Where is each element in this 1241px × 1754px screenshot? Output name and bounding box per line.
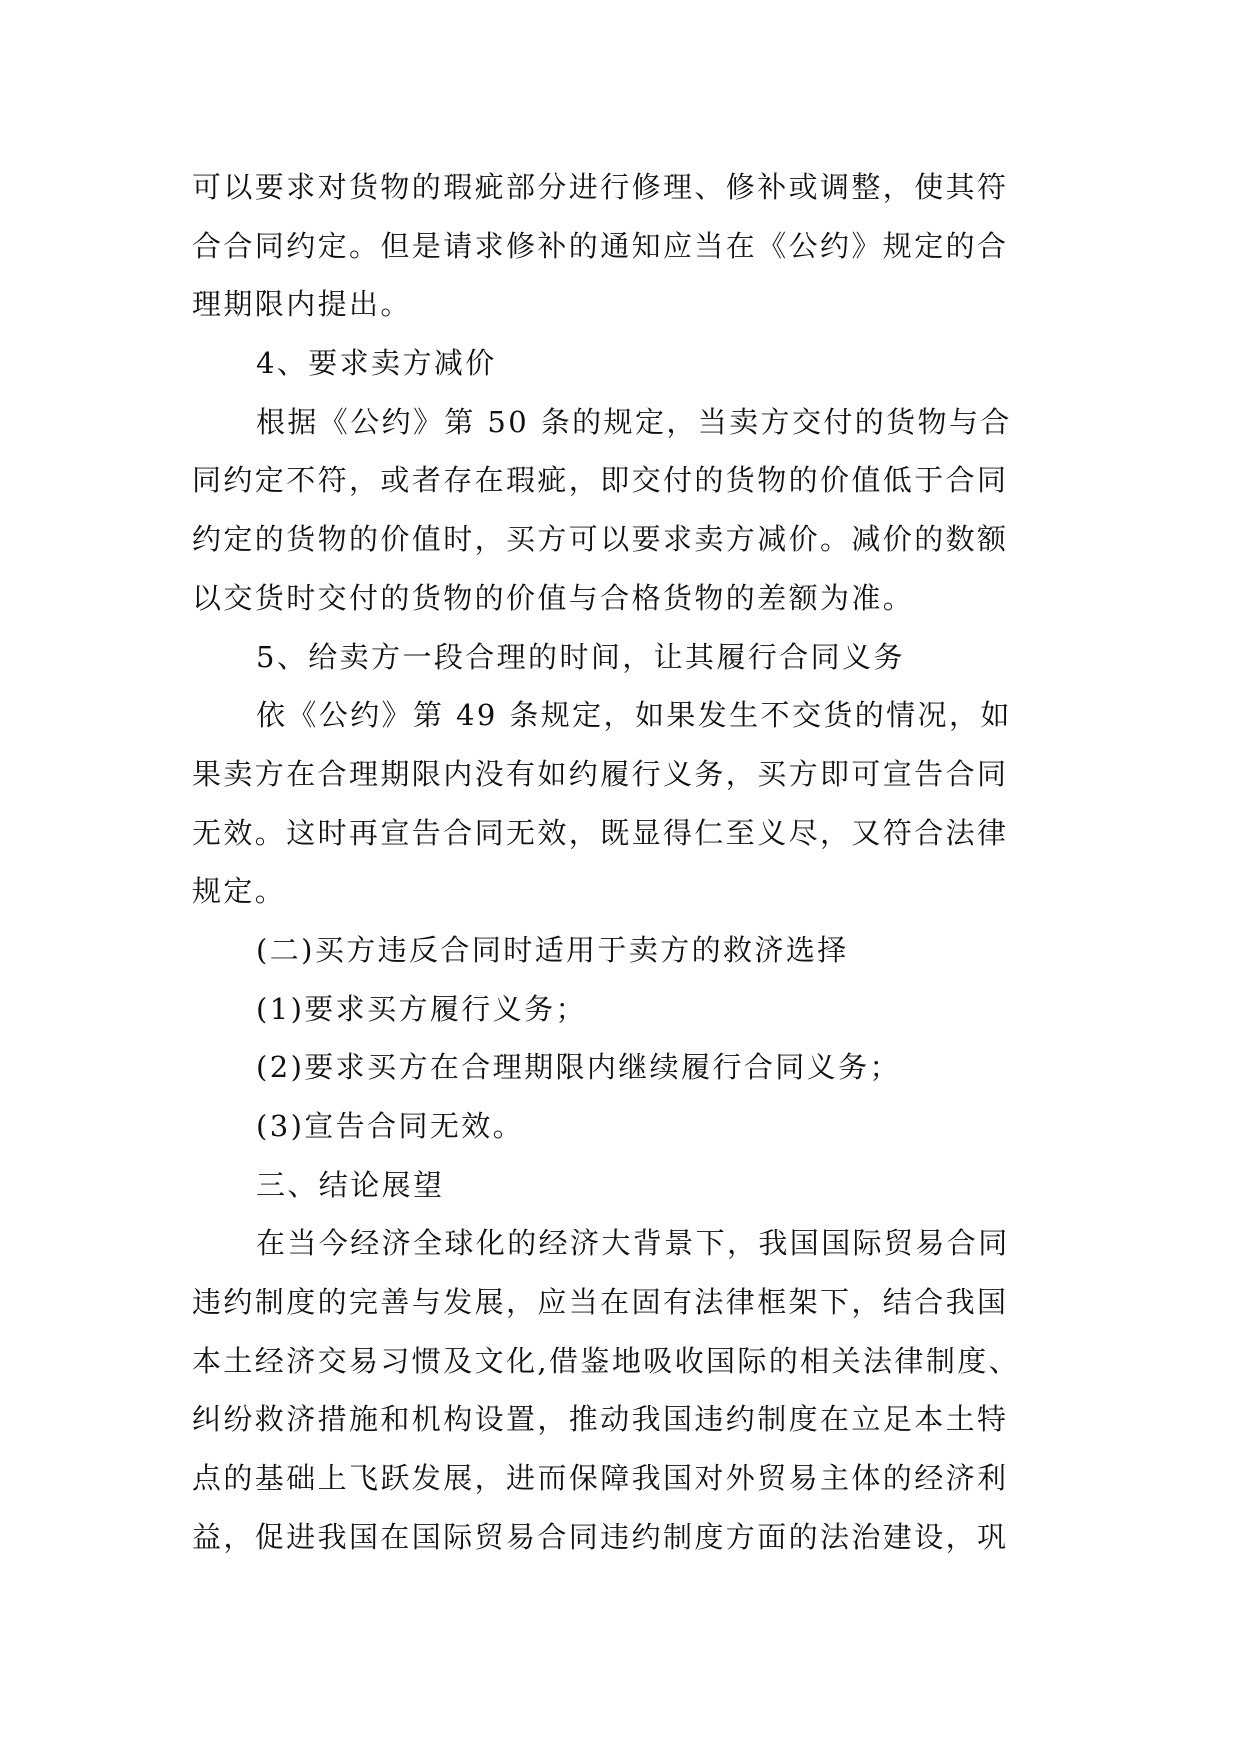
text-line: 点的基础上飞跃发展，进而保障我国对外贸易主体的经济利 [192, 1461, 1009, 1496]
text-line: 同约定不符，或者存在瑕疵，即交付的货物的价值低于合同 [192, 463, 1009, 498]
text-line: (1)要求买方履行义务； [256, 991, 587, 1026]
text-line: 三、结论展望 [256, 1167, 445, 1202]
text-line: 可以要求对货物的瑕疵部分进行修理、修补或调整，使其符 [192, 170, 1009, 204]
text-line: 依《公约》第 49 条规定，如果发生不交货的情况，如 [256, 698, 1012, 733]
text-line: 根据《公约》第 50 条的规定，当卖方交付的货物与合 [256, 404, 1012, 439]
text-line: (3)宣告合同无效。 [256, 1109, 525, 1143]
text-line: 无效。这时再宣告合同无效，既显得仁至义尽，又符合法律 [192, 815, 1009, 850]
text-line: 违约制度的完善与发展，应当在固有法律框架下，结合我国 [192, 1285, 1009, 1320]
text-line: 本土经济交易习惯及文化,借鉴地吸收国际的相关法律制度、 [192, 1343, 1021, 1378]
text-line: 在当今经济全球化的经济大背景下，我国国际贸易合同 [256, 1226, 1010, 1261]
text-line: 理期限内提出。 [192, 287, 412, 322]
text-line: 果卖方在合理期限内没有如约履行义务，买方即可宣告合同 [192, 756, 1009, 791]
text-line: 以交货时交付的货物的价值与合格货物的差额为准。 [192, 580, 915, 615]
text-line: 4、要求卖方减价 [256, 346, 497, 381]
text-line: 约定的货物的价值时，买方可以要求卖方减价。减价的数额 [192, 522, 1009, 557]
text-line: (二)买方违反合同时适用于卖方的救济选择 [256, 932, 849, 967]
document-body [192, 158, 1052, 1567]
text-line: 益，促进我国在国际贸易合同违约制度方面的法治建设，巩 [192, 1519, 1009, 1554]
text-line: 合合同约定。但是请求修补的通知应当在《公约》规定的合 [192, 228, 1009, 263]
text-line: 规定。 [192, 874, 287, 909]
text-line: 纠纷救济措施和机构设置，推动我国违约制度在立足本土特 [192, 1402, 1009, 1437]
text-line: (2)要求买方在合理期限内继续履行合同义务； [256, 1050, 901, 1085]
text-line: 5、给卖方一段合理的时间，让其履行合同义务 [256, 639, 905, 674]
